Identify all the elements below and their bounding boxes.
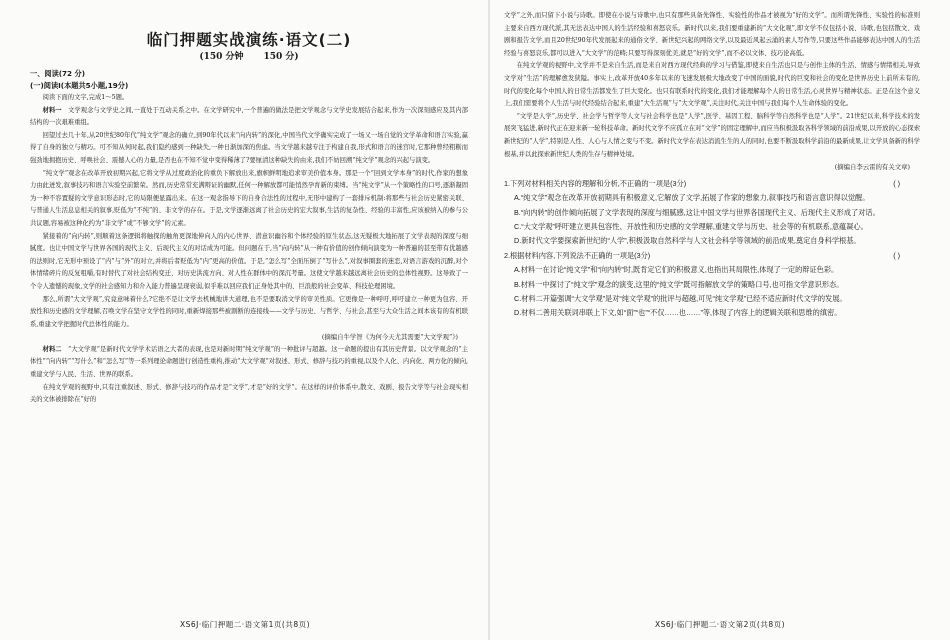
page-2 — [490, 0, 950, 640]
question-1-option-b: B.“向内转”的创作倾向拓展了文学表现的深度与细腻感,这让中国文学与世界各国现代主义、后现代主义形成了对话。 — [514, 207, 880, 217]
material-1-para-3: “纯文学”观念在改革开放初期兴起,它将文学从过度政治化的重负下解放出来,旗帜鲜明地追求审美价值本身。那是一个“回到文学本身”的时代,作家的想象力由此迸发,叙事技巧和语言实验空前繁荣。然而,历史常常充满辩证的幽默,任何一种解放都可能悄然孕育新的束缚。当“纯文学”从一个策略性的口号,逐渐凝固为一种不容置疑的文学意识形态时,它的局限便显露出来。在这一观念指导下的自身合法性的过程中,无形中建构了一套排斥机制:将那些与社会历史紧密关联、与普通人生活息息相关的叙事,贬低为“不纯”的、非文学的存在。于是,文学逐渐远离了社会历史的宏大叙事,生活的复杂性、经验的丰富性,应该被纳入的参与公共议题,容易被这种化约为“非文学”或“不够文学”的元素。 — [30, 169, 468, 227]
question-2-option-b: B.材料一中探讨了“纯文学”观念的演变,这里的“纯文学”既可指解放文学的策略口号,也可指文学意识形态。 — [514, 279, 844, 289]
material-2-label: 材料二 — [42, 345, 62, 353]
material-1-para-2: 回望过去几十年,从20世纪80年代“纯文学”观念的确立,到90年代以来“向内转”的深化,中国当代文学确实完成了一场又一场自觉的文学革命和语言实验,赢得了自身的独立与精巧。可不知从何时起,我们隐约感到一种缺失,一种日渐加深的焦虑。当文学越来越专注于构建自我,形式和语言的迷宫时,它那种曾经粗粝而强劲地拥抱历史、呼唤社会、震撼人心的力量,是否也在不知不觉中变得稀薄了?要厘清这种缺失的由来,我们不妨回溯“纯文学”观念的兴起与演变。 — [30, 131, 468, 164]
material-2-para-3: 在纯文学观的视野中,文学并不是来自生活,而是来自对西方现代经典的学习与借鉴,即使来自生活也只是与创作主体的生活、情感与情绪相关,导致文学对“生活”的理解愈发狭隘。事实上,改革开放40多年以来的飞速发展极大地改变了中国的面貌,时代的巨变和社会的变化是世界历史上前所未有的,时代的变化每个中国人的日常生活都发生了巨大变化。也只有联系时代的变化,我们才能理解每个人的日常生活,心灵世界与精神状态。正是在这个意义上,我们需要将个人生活与时代经验结合起来,重建“大生活观”与“大文学观”,关注时代,关注中国与我们每个人生命体验的变化。 — [504, 62, 920, 108]
exam-time: (150 分钟 — [199, 52, 244, 62]
exam-score: 150 分) — [263, 52, 299, 62]
section-heading: 一、阅读(72 分) — [30, 69, 86, 78]
reading-instruction: 阅读下面的文字,完成1～5题。 — [42, 94, 129, 101]
question-2-answer-blank[interactable]: ( ) — [893, 250, 900, 260]
material-2-para-2: 在纯文学观的视野中,只有注重叙述、形式、修辞与技巧的作品才是“文学”,才是“好的文学”。在这样的评价体系中,散文、戏剧、报告文学等与社会现实相关的文体被排除在“好的 — [30, 383, 468, 404]
page-2-footer: XS6J·临门押题二·语文第2页(共8页) — [654, 620, 786, 629]
material-1-para-1: 材料一 文学观念与文学史之间,一直处于互动关系之中。在文学研究中,一个普遍的做法是把文学观念与文学史发展结合起来,作为一次深刻感应及其内部结构的一次艰难重组。 — [30, 106, 469, 127]
question-1-option-d: D.新时代文学要探索新世纪的“人学”,积极汲取自然科学与人文社会科学等领域的前沿成果,奠定自身科学根基。 — [514, 236, 861, 246]
material-1-para-4: 紧接着的“向内转”,则顺着这条逻辑将触探的触角更深地伸向人的内心世界、潜意识幽谷和个体经验的原生状态,这无疑极大地拓展了文学表现的深度与细腻度。也让中国文学与世界各国的现代主义、后现代主义的对话成为可能。但问题在于,当“向内转”从一种有价值的创作倾向演变为一种普遍的甚至带有优越感的法则时,它无形中预设了“内”与“外”的对立,并将后者贬低为“内”更高的价值。于是,“怎么写”全面压倒了“写什么”,对叙事圈套的迷恋,对语言游戏的沉醉,对个体情绪碎片的反复咀嚼,有时替代了对社会结构变迁、对历史洪流方向、对人性在群体中的深沉考量。这使文学越来越远离社会历史的总体性视野。这导致了一个令人遗憾的现象,文学的社会感知力和介入能力普遍呈现衰弱,似乎难以回应我们正身处其中的、巨浪般的社会变革、科技伦理困境。 — [30, 232, 468, 290]
exam-title: 临门押题实战演练·语文(二) — [146, 31, 352, 49]
material-2-para-4: “文学是人学”,历史学、社会学与哲学等人文与社会科学也是“人学”,医学、基因工程、脑科学等自然科学也是“人学”。21世纪以来,科学技术的发展突飞猛进,新时代正在迎来新一轮科技革命。新时代文学不应孤立在对“文学”的固定理解中,而应当积极汲取各科学领域的前沿成果,以开放的心态探索新世纪的“人学”,特别是人性、人心与人情之变与不变。新时代文学在表达消流生生的人的同时,也要不断汲取科学前沿的最新成果,让文学具备新的科学根基,并以此探索新世纪人类的生存与精神处境。 — [504, 112, 920, 158]
page-1-footer: XS6J·临门押题二·语文第1页(共8页) — [179, 620, 311, 629]
material-1-label: 材料一 — [42, 106, 62, 114]
question-2-option-d: D.材料二善用关联词串联上下文,如“面”“也”“不仅……也……”等,体现了内容上的逻辑关联和思维的缜密。 — [514, 308, 842, 318]
question-2-option-c: C.材料二开篇强调“大文学观”是对“纯文学观”的批评与超越,可见“纯文学观”已经不适应新时代文学的发展。 — [514, 293, 847, 303]
material-2-para-1: 材料二 “大文学观”是新时代文学学术话语之大者的表现,也是对新时期“纯文学观”的一种批评与超越。这一命题的提出有其历史背景。以文学观念的“主体性”“向内转”“写什么”和“怎么写”等一系列理论命题进行创造性重构,推动“大文学观”对叙述、形式、修辞与技巧的重视,以及个人化、内向化、两方化的倾向,重建文学与人民、生活、世界的联系。 — [30, 345, 468, 379]
question-1-option-c: C.“大文学观”呼吁建立更具包容性、开放性和历史感的文学理解,重建文学与历史、社会等的有机联系,意蕴凝心。 — [514, 221, 868, 231]
question-1-answer-blank[interactable]: ( ) — [893, 178, 900, 188]
material-1-source: (摘编自牛学智《为何今天尤其需要“大文学观”》) — [321, 333, 458, 342]
subsection-heading: (一)阅读Ⅰ(本题共5小题,19分) — [30, 81, 129, 90]
question-1-option-a: A.“纯文学”观念在改革开放初期具有积极意义,它解放了文学,拓展了作家的想象力,叙事技巧和语言意识得以觉醒。 — [514, 193, 870, 203]
material-2-source: (摘编自李云雷的有关文章) — [834, 163, 910, 172]
exam-subtitle — [30, 50, 468, 64]
question-2-option-a: A.材料一在讨论“纯文学”和“向内转”时,既肯定它们的积极意义,也指出其局限性,体现了一定的辩证色彩。 — [514, 265, 839, 275]
material-2-continued: 文学”之外,而只留下小说与诗歌。即使在小说与诗歌中,也只有那些具备先锋性、实验性的作品才被视为“好的文学”。而所谓先锋性、实验性的标准则主要来自西方现代派,其无法表达中国人的生活经验和喜怒哀乐。新时代以来,我们要重建新的“大文化观”,即文学不仅包括小说、诗歌,也包括散文、戏剧和报告文学,而且20世纪90年代发展起来的通俗文学、新世纪兴起的网络文学,以及最近风起云涌的素人写作等,只要这些作品能够表达中国人的生活经验与喜怒哀乐,都可以进入“大文学”的范畴;只要写得深刻优美,就是“好的文学”,而不必以文体、技巧论高低。 — [504, 12, 920, 57]
question-1-stem: 1.下列对材料相关内容的理解和分析,不正确的一项是(3分) ( ) — [504, 177, 920, 191]
question-2-stem: 2.根据材料内容,下列说法不正确的一项是(3分) ( ) — [504, 249, 920, 263]
material-1-para-5: 那么,所谓“大文学观”,究竟意味着什么?它绝不是让文学去机械地讲大道理,也不是要取消文学的审美性质。它更像是一种呼吁,呼吁建立一种更为包容、开放性和历史感的文学理解,召唤文学在坚守文学性的同时,重新焊接那些被割断的连接线——文学与历史、与哲学、与社会,甚至与大众生活之间本该有的有机联系,重建文学把握时代总体性的能力。 — [30, 295, 468, 328]
